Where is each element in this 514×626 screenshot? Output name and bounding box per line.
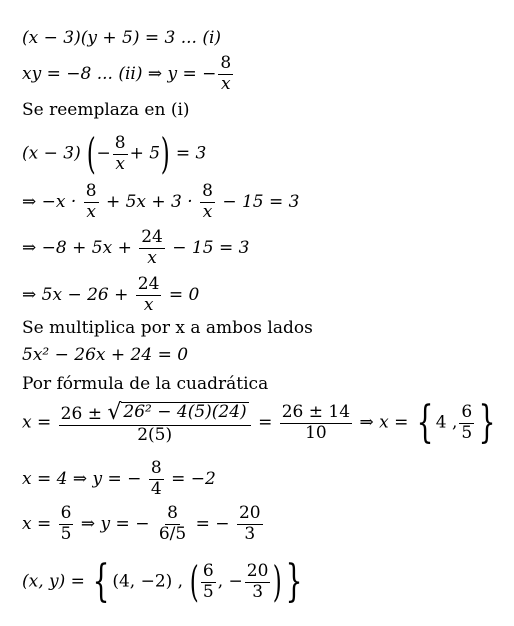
numerator: 8 [202, 181, 213, 201]
quadratic-equation: 5x² − 26x + 24 = 0 [22, 345, 189, 365]
simplification-step [22, 229, 249, 268]
numerator: 24 [141, 227, 163, 247]
left-brace: { [92, 556, 110, 607]
equals-minus: = − [195, 513, 230, 534]
step-note-formula: Por fórmula de la cuadrática [22, 374, 269, 394]
radicand: 26² − 4(5)(24) [123, 401, 247, 422]
numerator-prefix: 26 ± [60, 403, 102, 424]
left-brace: { [416, 397, 434, 448]
denominator: 4 [150, 478, 162, 499]
case-text-b: = −2 [171, 468, 216, 489]
quadratic-formula-line [22, 397, 498, 448]
case-x-four [22, 460, 216, 499]
equals-sign: = [258, 412, 273, 433]
denominator: x [147, 247, 157, 268]
case-text-a: x = 4 ⇒ y = − [22, 468, 142, 489]
numerator: 6 [202, 560, 214, 581]
denominator: x [86, 201, 96, 222]
denominator: x [143, 294, 154, 315]
fraction [59, 505, 74, 544]
combined-step [22, 276, 199, 315]
case-x-six-fifths [22, 505, 265, 544]
numerator: 24 [137, 274, 160, 294]
equation-i: (x − 3)(y + 5) = 3 ... (i) [22, 28, 222, 48]
step-note-multiply: Se multiplica por x a ambos lados [22, 318, 313, 338]
root-four: 4 , [435, 412, 458, 433]
numerator: 8 [220, 53, 232, 73]
minus-sign: − [96, 143, 111, 164]
fraction [218, 55, 233, 94]
right-paren: ) [273, 557, 283, 606]
denominator: 10 [305, 422, 327, 443]
numerator [59, 399, 251, 426]
x-equals: x = [22, 412, 52, 433]
combined-text-b: = 0 [168, 284, 200, 305]
denominator: x [202, 201, 213, 222]
step-note-replace: Se reemplaza en (i) [22, 100, 190, 120]
denominator: x [221, 73, 231, 94]
numerator: 8 [150, 458, 162, 478]
substituted-equation [22, 129, 207, 178]
fraction [280, 401, 352, 443]
numerator: 8 [114, 132, 126, 153]
fraction [237, 505, 263, 544]
x-equals: x = [22, 513, 52, 534]
numerator: 20 [238, 503, 261, 523]
fraction [200, 183, 215, 222]
denominator: 5 [461, 422, 473, 443]
fraction [245, 560, 271, 602]
denominator: 3 [252, 581, 264, 602]
fraction [136, 276, 162, 315]
equation-ii-text: xy = −8 ... (ii) ⇒ y = − [22, 63, 217, 84]
expansion-step [22, 183, 299, 222]
left-paren: ( [86, 129, 96, 178]
denominator: 5 [60, 523, 72, 544]
denominator: 2(5) [137, 424, 173, 445]
comma-minus: , − [217, 571, 243, 592]
fraction [139, 229, 165, 268]
fraction [201, 560, 216, 602]
simplification-text-b: − 15 = 3 [172, 237, 250, 258]
denominator: x [115, 153, 125, 174]
xy-equals: (x, y) = [22, 571, 85, 592]
simplification-text-a: ⇒ −8 + 5x + [22, 237, 132, 258]
denominator: 3 [244, 523, 256, 544]
solution-set [22, 556, 305, 607]
right-paren: ) [160, 129, 170, 178]
denominator: 5 [202, 581, 214, 602]
numerator: 6 [60, 503, 72, 523]
expansion-text-b: + 5x + 3 · [105, 191, 193, 212]
formula-fraction [59, 399, 251, 445]
fraction [149, 460, 164, 499]
pair-one: (4, −2) , [112, 571, 184, 592]
expansion-text-a: ⇒ −x · [22, 191, 77, 212]
numerator: 20 [246, 560, 269, 581]
plus-five: + 5 [129, 143, 161, 164]
fraction [459, 401, 474, 443]
combined-text-a: ⇒ 5x − 26 + [22, 284, 129, 305]
factor-text: (x − 3) [22, 143, 81, 164]
fraction [157, 505, 188, 544]
fraction [84, 183, 99, 222]
equation-ii [22, 55, 235, 94]
left-paren: ( [189, 557, 199, 606]
numerator: 8 [85, 181, 97, 201]
expansion-text-c: − 15 = 3 [222, 191, 300, 212]
numerator: 26 ± 14 [281, 401, 351, 422]
denominator: 6/5 [158, 523, 187, 544]
right-brace: } [285, 556, 303, 607]
radical-sign: √ [107, 399, 122, 425]
numerator: 8 [167, 503, 178, 523]
square-root [107, 399, 248, 425]
equals-three: = 3 [175, 143, 207, 164]
numerator: 6 [461, 401, 473, 422]
implies-x: ⇒ x = [359, 412, 409, 433]
implies-y: ⇒ y = − [80, 513, 150, 534]
fraction [113, 132, 128, 174]
right-brace: } [478, 397, 496, 448]
